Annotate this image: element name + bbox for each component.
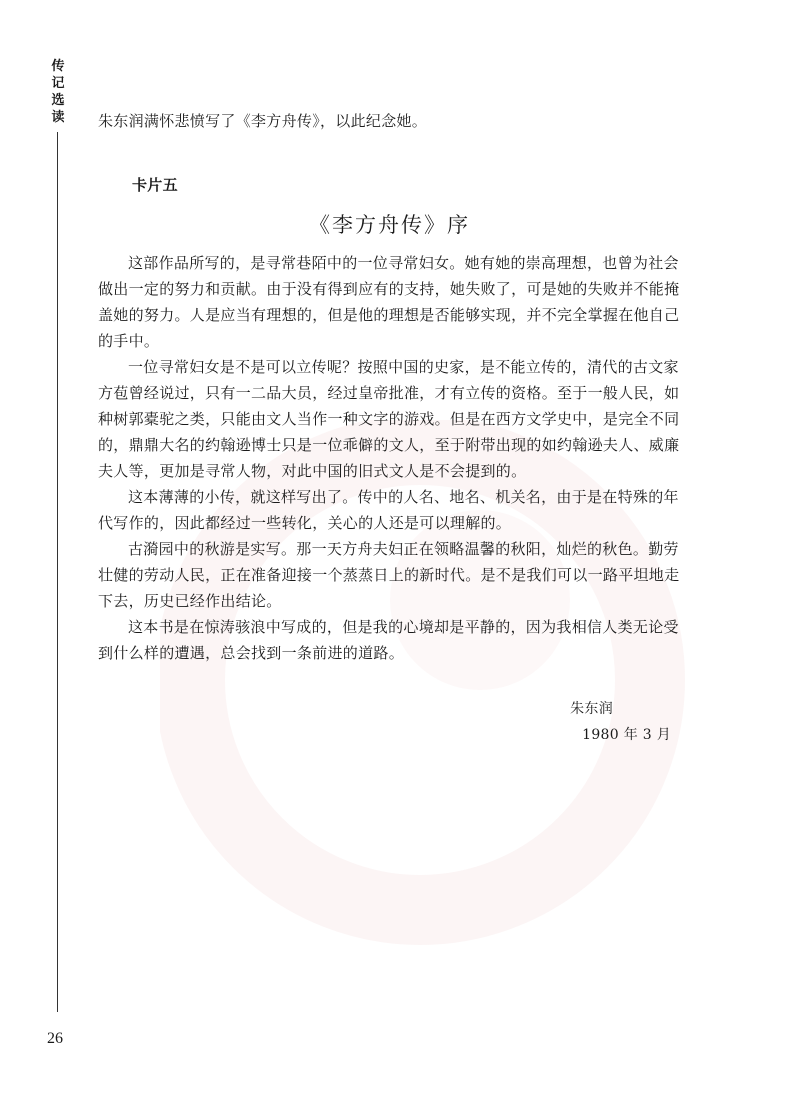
sidebar-rule xyxy=(57,132,58,1012)
essay-date: 1980 年 3 月 xyxy=(582,727,671,743)
intro-line: 朱东润满怀悲愤写了《李方舟传》，以此纪念她。 xyxy=(98,112,428,130)
section-sidebar-label xyxy=(50,58,66,126)
page-number: 26 xyxy=(47,1030,63,1047)
section-char: 选 xyxy=(51,93,65,108)
essay-paragraph: 这本薄薄的小传，就这样写出了。传中的人名、地名、机关名，由于是在特殊的年代写作的，因此都经过一些转化，关心的人还是可以理解的。 xyxy=(98,488,679,532)
page-content xyxy=(98,108,681,748)
essay-paragraph: 古漪园中的秋游是实写。那一天方舟夫妇正在领略温馨的秋阳，灿烂的秋色。勤劳壮健的劳动人民，正在准备迎接一个蒸蒸日上的新时代。是不是我们可以一路平坦地走下去，历史已经作出结论。 xyxy=(98,540,680,610)
essay-title: 《李方舟传》序 xyxy=(309,213,470,237)
section-char: 传 xyxy=(51,59,65,74)
essay-paragraph: 一位寻常妇女是不是可以立传呢？按照中国的史家，是不能立传的，清代的古文家方苞曾经说过，只有一二品大员，经过皇帝批准，才有立传的资格。至于一般人民，如种树郭橐驼之类，只能由文人当作一种文字的游戏。但是在西方文学史中，是完全不同的，鼎鼎大名的约翰逊博士只是一位乖僻的文人，至于附带出现的如约翰逊夫人、威廉夫人等，更加是寻常人物，对此中国的旧式文人是不会提到的。 xyxy=(98,358,680,480)
card-label: 卡片五 xyxy=(132,176,178,194)
essay-paragraph: 这部作品所写的，是寻常巷陌中的一位寻常妇女。她有她的崇高理想，也曾为社会做出一定的努力和贡献。由于没有得到应有的支持，她失败了，可是她的失败并不能掩盖她的努力。人是应当有理想的，但是他的理想是否能够实现，并不完全掌握在他自己的手中。 xyxy=(98,254,680,350)
essay-paragraph: 这本书是在惊涛骇浪中写成的，但是我的心境却是平静的，因为我相信人类无论受到什么样的遭遇，总会找到一条前进的道路。 xyxy=(98,618,679,662)
section-char: 记 xyxy=(51,76,65,91)
author-signature: 朱东润 xyxy=(570,701,613,717)
section-char: 读 xyxy=(51,110,65,125)
